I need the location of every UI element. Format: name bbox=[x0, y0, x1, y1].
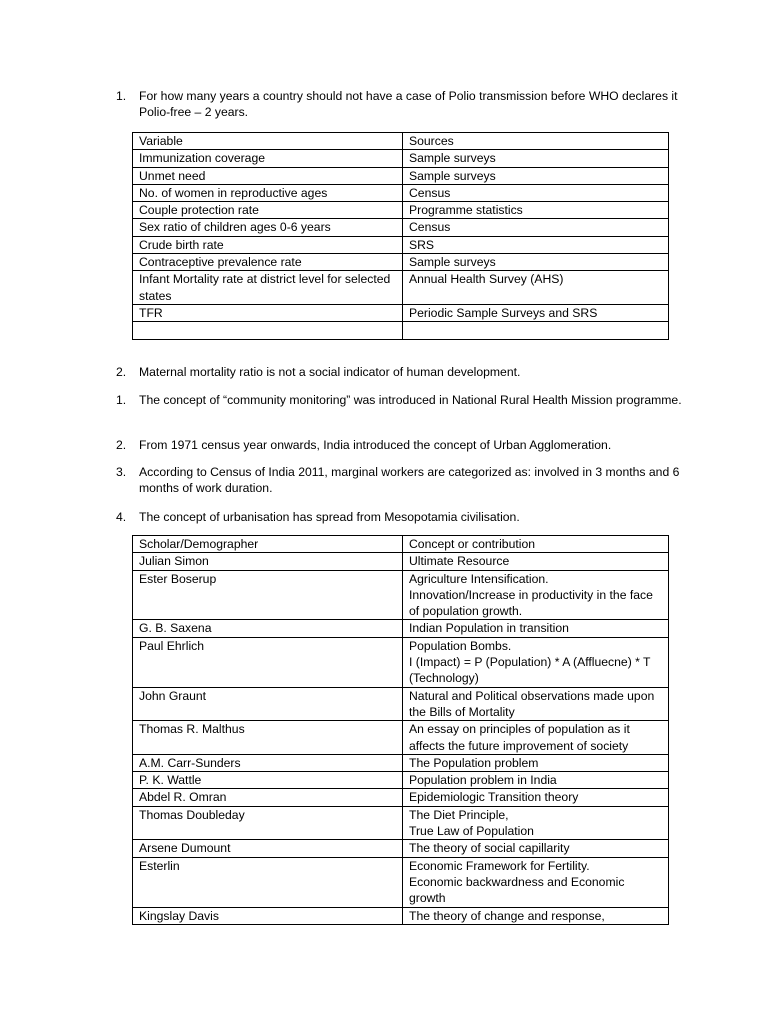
scholar-cell bbox=[133, 536, 403, 553]
scholar-cell bbox=[133, 754, 403, 771]
cell-text: Economic backwardness and Economic growth bbox=[409, 874, 625, 906]
variable-cell bbox=[133, 322, 403, 339]
contribution-cell bbox=[403, 772, 669, 789]
source-cell: Programme statistics bbox=[403, 202, 669, 219]
cell-text: G. B. Saxena bbox=[139, 621, 212, 636]
cell-text: Epidemiologic Transition theory bbox=[409, 790, 579, 805]
scholar-cell bbox=[133, 907, 403, 924]
table-row bbox=[133, 167, 669, 184]
table-row bbox=[133, 236, 669, 253]
list-item bbox=[116, 464, 696, 496]
source-cell: Annual Health Survey (AHS) bbox=[403, 271, 669, 305]
item-text: According to Census of India 2011, marginal workers are categorized as: involved in 3 months and 6 months of work duration. bbox=[139, 465, 680, 495]
variable-cell: No. of women in reproductive ages bbox=[133, 184, 403, 201]
variable-cell: Variable bbox=[133, 133, 403, 150]
cell-text: Thomas R. Malthus bbox=[139, 722, 245, 737]
table-row bbox=[133, 150, 669, 167]
cell-text: Arsene Dumount bbox=[139, 841, 231, 856]
scholars-contributions-table bbox=[132, 535, 669, 925]
variable-cell: Sex ratio of children ages 0-6 years bbox=[133, 219, 403, 236]
item-text: From 1971 census year onwards, India introduced the concept of Urban Agglomeration. bbox=[139, 438, 612, 452]
item-text: The concept of urbanisation has spread from Mesopotamia civilisation. bbox=[139, 510, 520, 524]
table-row bbox=[133, 219, 669, 236]
variable-cell: Unmet need bbox=[133, 167, 403, 184]
item-number: 2. bbox=[116, 365, 127, 379]
contribution-cell bbox=[403, 857, 669, 907]
cell-text: An essay on principles of population as it affects the future improvement of society bbox=[409, 722, 630, 753]
list-item bbox=[116, 437, 696, 453]
contribution-cell bbox=[403, 840, 669, 857]
variable-cell: Immunization coverage bbox=[133, 150, 403, 167]
cell-text: Concept or contribution bbox=[409, 537, 536, 551]
item-text: For how many years a country should not have a case of Polio transmission before WHO declares it Polio-free – 2 years. bbox=[139, 89, 678, 119]
cell-text: Paul Ehrlich bbox=[139, 638, 205, 653]
cell-text: The Diet Principle, bbox=[409, 807, 509, 822]
item-text: Maternal mortality ratio is not a social indicator of human development. bbox=[139, 365, 521, 379]
cell-text: Scholar/Demographer bbox=[139, 537, 259, 551]
source-cell: Periodic Sample Surveys and SRS bbox=[403, 304, 669, 321]
cell-text: The theory of change and response, bbox=[409, 908, 605, 923]
cell-text: Abdel R. Omran bbox=[139, 790, 227, 805]
cell-text: I (Impact) = P (Population) * A (Affluecne) * T (Technology) bbox=[409, 655, 651, 686]
cell-text: Indian Population in transition bbox=[409, 621, 569, 636]
scholar-cell bbox=[133, 637, 403, 687]
list-item bbox=[116, 88, 696, 120]
contribution-cell bbox=[403, 754, 669, 771]
table-header-row bbox=[133, 536, 669, 553]
source-cell: Sample surveys bbox=[403, 254, 669, 271]
variable-cell: Crude birth rate bbox=[133, 236, 403, 253]
source-cell: Sample surveys bbox=[403, 167, 669, 184]
item-number: 3. bbox=[116, 465, 127, 479]
cell-text: John Graunt bbox=[139, 688, 207, 703]
table-row bbox=[133, 304, 669, 321]
item-text: The concept of “community monitoring” was introduced in National Rural Health Mission programme. bbox=[139, 393, 682, 407]
contribution-cell bbox=[403, 687, 669, 721]
list-item bbox=[116, 364, 696, 380]
table-row bbox=[133, 857, 669, 907]
scholar-cell bbox=[133, 857, 403, 907]
item-number: 1. bbox=[116, 393, 127, 407]
scholar-cell bbox=[133, 840, 403, 857]
contribution-cell bbox=[403, 620, 669, 637]
table-row bbox=[133, 721, 669, 755]
contribution-cell bbox=[403, 721, 669, 755]
source-cell: Census bbox=[403, 184, 669, 201]
scholar-cell bbox=[133, 620, 403, 637]
table-row bbox=[133, 687, 669, 721]
table-row bbox=[133, 772, 669, 789]
item-number: 1. bbox=[116, 89, 127, 103]
contribution-cell bbox=[403, 553, 669, 570]
table-row bbox=[133, 806, 669, 840]
scholar-cell bbox=[133, 553, 403, 570]
table-row bbox=[133, 322, 669, 339]
scholar-cell bbox=[133, 570, 403, 620]
table-row bbox=[133, 254, 669, 271]
table-row bbox=[133, 789, 669, 806]
cell-text: Economic Framework for Fertility. bbox=[409, 858, 590, 873]
cell-text: The Population problem bbox=[409, 755, 539, 770]
contribution-cell bbox=[403, 806, 669, 840]
contribution-cell bbox=[403, 907, 669, 924]
contribution-cell bbox=[403, 570, 669, 620]
cell-text: Thomas Doubleday bbox=[139, 807, 245, 822]
table-row bbox=[133, 620, 669, 637]
cell-text: P. K. Wattle bbox=[139, 773, 202, 788]
source-cell: Sample surveys bbox=[403, 150, 669, 167]
source-cell bbox=[403, 322, 669, 339]
cell-text: Agriculture Intensification. bbox=[409, 571, 549, 586]
scholar-cell bbox=[133, 721, 403, 755]
cell-text: Ester Boserup bbox=[139, 571, 217, 586]
table-row bbox=[133, 202, 669, 219]
variable-cell: Contraceptive prevalence rate bbox=[133, 254, 403, 271]
item-number: 4. bbox=[116, 510, 127, 524]
cell-text: Population Bombs. bbox=[409, 638, 512, 653]
source-cell: SRS bbox=[403, 236, 669, 253]
variable-cell: TFR bbox=[133, 304, 403, 321]
table-row bbox=[133, 570, 669, 620]
contribution-cell bbox=[403, 637, 669, 687]
table-row bbox=[133, 754, 669, 771]
cell-text: The theory of social capillarity bbox=[409, 841, 570, 856]
table-row bbox=[133, 184, 669, 201]
contribution-cell bbox=[403, 536, 669, 553]
contribution-cell bbox=[403, 789, 669, 806]
scholar-cell bbox=[133, 772, 403, 789]
table-row bbox=[133, 907, 669, 924]
variable-cell: Infant Mortality rate at district level for selected states bbox=[133, 271, 403, 305]
source-cell: Sources bbox=[403, 133, 669, 150]
cell-text: Population problem in India bbox=[409, 773, 557, 788]
list-item bbox=[116, 392, 696, 408]
cell-text: A.M. Carr-Sunders bbox=[139, 755, 241, 770]
item-number: 2. bbox=[116, 438, 127, 452]
variables-sources-table bbox=[132, 132, 669, 340]
variable-cell: Couple protection rate bbox=[133, 202, 403, 219]
cell-text: True Law of Population bbox=[409, 824, 534, 839]
source-cell: Census bbox=[403, 219, 669, 236]
table-row bbox=[133, 271, 669, 305]
table-row bbox=[133, 840, 669, 857]
table-row bbox=[133, 553, 669, 570]
scholar-cell bbox=[133, 687, 403, 721]
cell-text: Esterlin bbox=[139, 858, 180, 873]
scholar-cell bbox=[133, 806, 403, 840]
cell-text: Ultimate Resource bbox=[409, 554, 510, 569]
cell-text: Kingslay Davis bbox=[139, 908, 219, 923]
cell-text: Natural and Political observations made upon the Bills of Mortality bbox=[409, 688, 655, 719]
list-item bbox=[116, 509, 696, 525]
cell-text: Innovation/Increase in productivity in the face of population growth. bbox=[409, 587, 653, 619]
table-header-row bbox=[133, 133, 669, 150]
table-row bbox=[133, 637, 669, 687]
cell-text: Julian Simon bbox=[139, 554, 209, 569]
scholar-cell bbox=[133, 789, 403, 806]
